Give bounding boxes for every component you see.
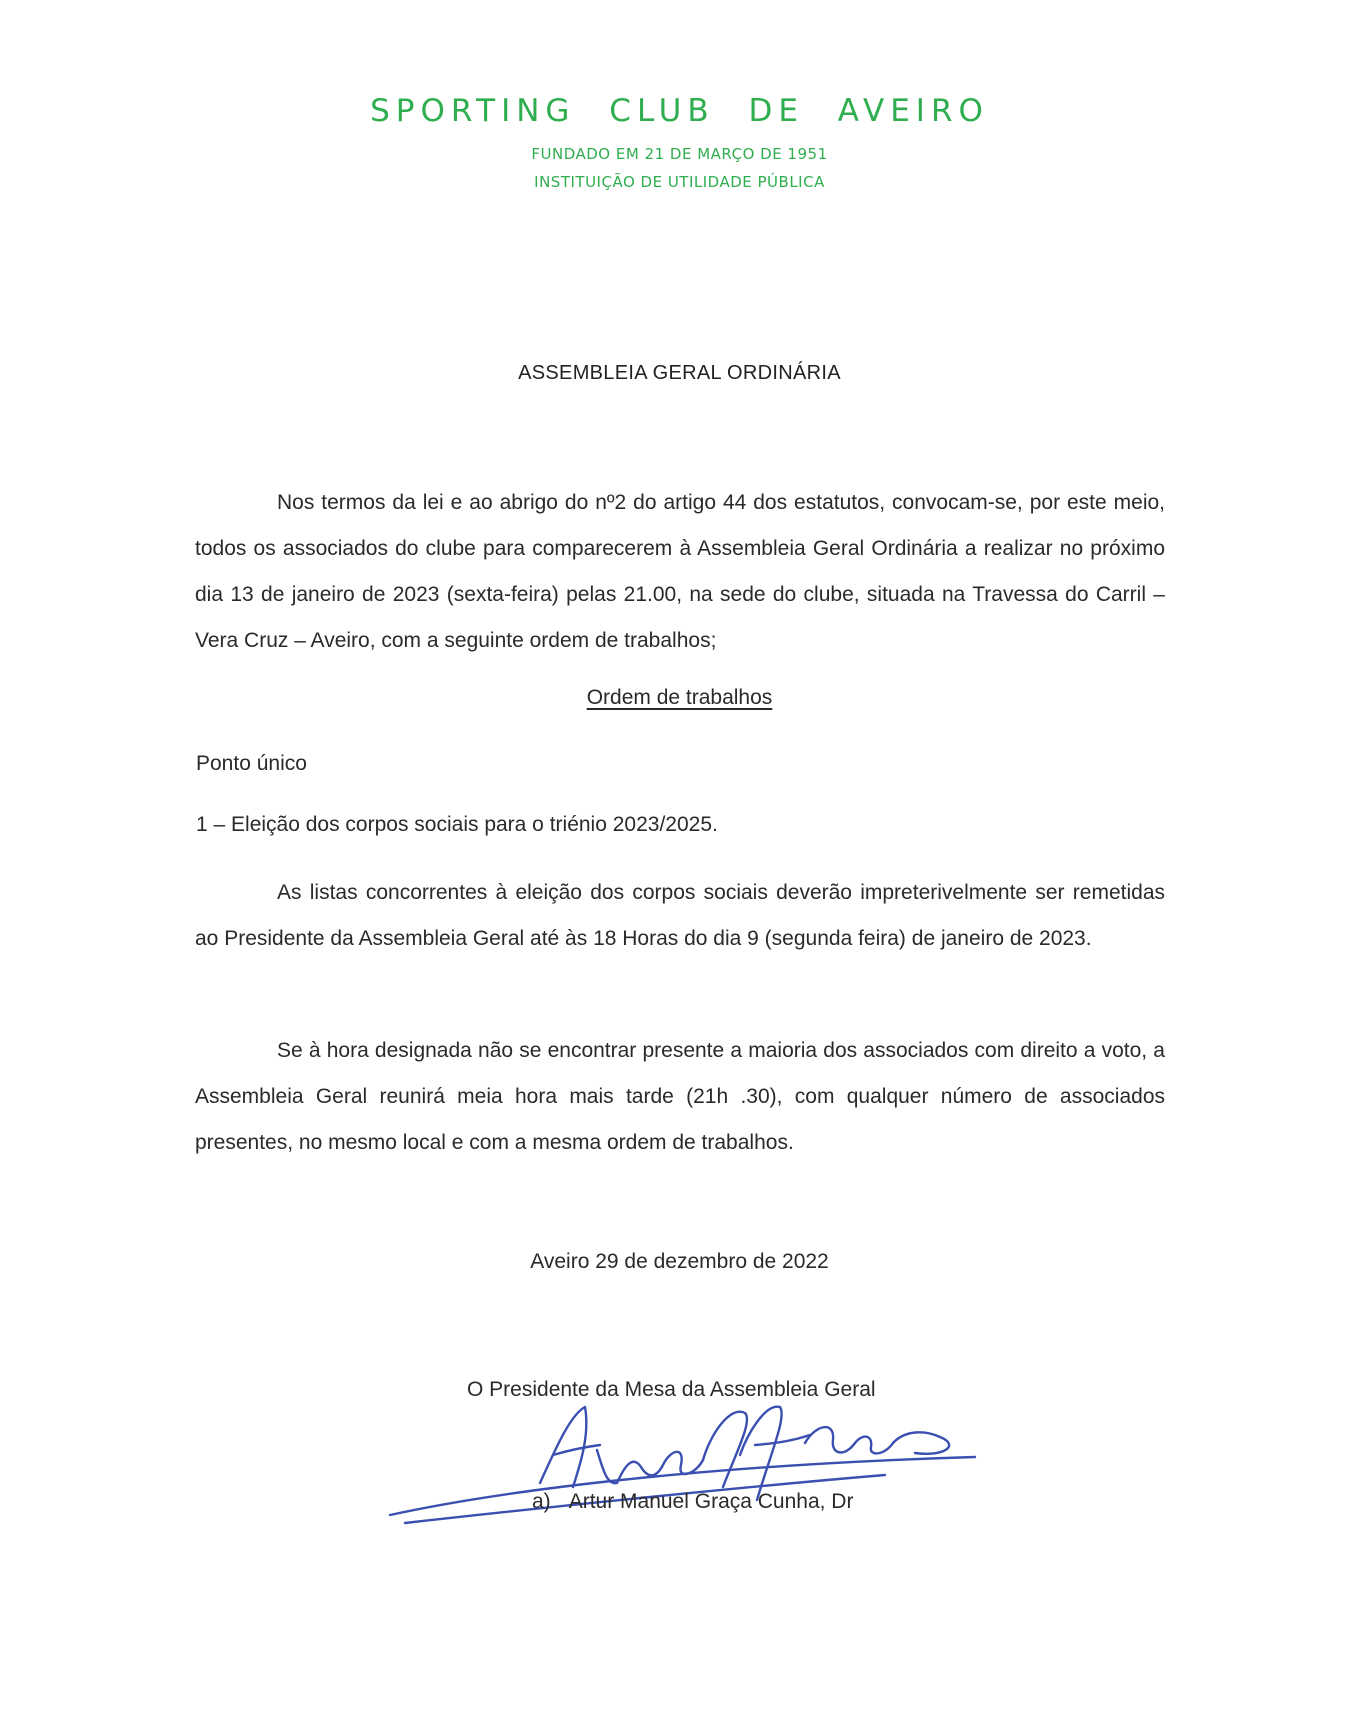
letterhead	[0, 92, 1359, 196]
agenda-heading: Ordem de trabalhos	[586, 686, 773, 709]
quorum-paragraph	[195, 1028, 1165, 1166]
place-date: Aveiro 29 de dezembro de 2022	[530, 1250, 829, 1273]
convocation-paragraph	[195, 480, 1165, 664]
founded-line: FUNDADO EM 21 DE MARÇO DE 1951	[531, 145, 828, 163]
lists-paragraph	[195, 870, 1165, 962]
point-label: Ponto único	[196, 752, 307, 775]
signer-name-line	[532, 1490, 853, 1514]
document-title: ASSEMBLEIA GERAL ORDINÁRIA	[518, 362, 841, 384]
signature-prefix: a)	[532, 1490, 551, 1513]
club-name: SPORTING CLUB DE AVEIRO	[370, 93, 989, 129]
signer-role: O Presidente da Mesa da Assembleia Geral	[467, 1378, 876, 1401]
paragraph-2: As listas concorrentes à eleição dos corpos sociais deverão impreterivelmente ser remetidas ao Presidente da Assembleia Geral até às 18 Horas do dia 9 (segunda feira) de janeiro de 2023.	[195, 881, 1165, 950]
paragraph-3: Se à hora designada não se encontrar presente a maioria dos associados com direito a voto, a Assembleia Geral reunirá meia hora mais tarde (21h .30), com qualquer número de associados presentes, no mesmo local e com a mesma ordem de trabalhos.	[195, 1039, 1165, 1154]
public-utility-line: INSTITUIÇÃO DE UTILIDADE PÚBLICA	[534, 173, 825, 191]
signer-name: Artur Manuel Graça Cunha, Dr	[568, 1490, 854, 1513]
agenda-item-1: 1 – Eleição dos corpos sociais para o triénio 2023/2025.	[196, 813, 718, 836]
paragraph-1: Nos termos da lei e ao abrigo do nº2 do artigo 44 dos estatutos, convocam-se, por este meio, todos os associados do clube para comparecerem à Assembleia Geral Ordinária a realizar no próximo dia 13 de janeiro de 2023 (sexta-feira) pelas 21.00, na sede do clube, situada na Travessa do Carril – Vera Cruz – Aveiro, com a seguinte ordem de trabalhos;	[195, 491, 1165, 652]
